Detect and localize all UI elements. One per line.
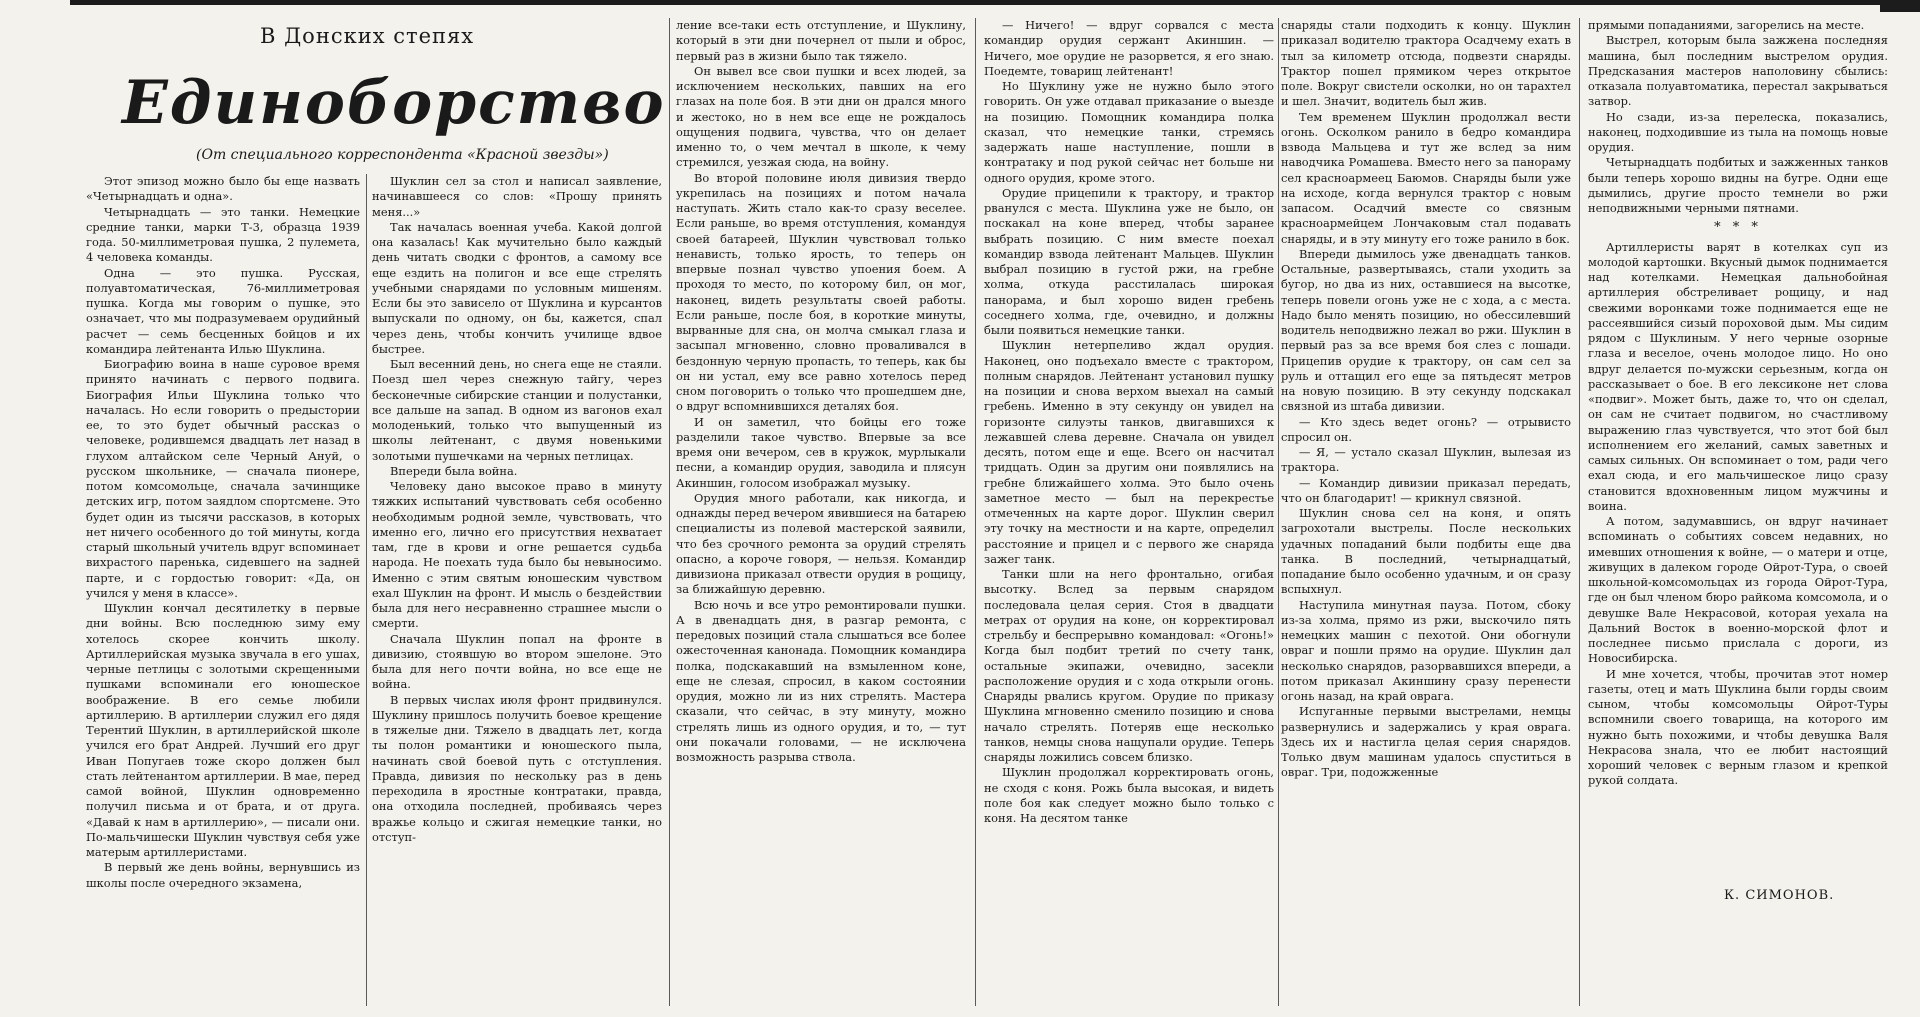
paragraph: А потом, задумавшись, он вдруг начинает вспоминать о событиях совсем недавних, но имевших отношения к войне, — о матери и отце, живущих в далеком городе Ойрот-Тура, о своей школьной-комсомольцах из города Ойрот-Тура, где он был членом бюро райкома комсомола, и о девушке Вале Некрасовой, которая уехала на Дальний Восток в военно-морской флот и последнее письмо прислала с дороги, из Новосибирска. [1588, 514, 1888, 666]
column-divider [366, 174, 367, 1006]
paragraph: Танки шли на него фронтально, огибая высотку. Вслед за первым снарядом последовала целая серия. Стоя в двадцати метрах от орудия на коне, он корректировал стрельбу и беспрерывно командовал: «Огонь!» Когда был подбит третий по счету танк, остальные экипажи, очевидно, засекли расположение орудия и с хода открыли огонь. Снаряды рвались кругом. Орудие по приказу Шуклина мгновенно сменило позицию и снова начало стрелять. Потеряв еще несколько танков, немцы снова нащупали орудие. Теперь снаряды ложились совсем близко. [984, 567, 1274, 764]
paragraph: Шуклин кончал десятилетку в первые дни войны. Всю последнюю зиму ему хотелось скорее кончить школу. Артиллерийская музыка звучала в его ушах, черные петлицы с золотыми скрещенными пушками вспоминали его юношеское воображение. В его семье любили артиллерию. В артиллерии служил его дядя Терентий Шуклин, в артиллерийской школе учился его брат Андрей. Лучший его друг Иван Попугаев тоже скоро должен был стать лейтенантом артиллерии. В мае, перед самой войной, Шуклин одновременно получил письма и от брата, и от друга. «Давай к нам в артиллерию», — писали они. По-мальчишески Шуклин чувствуя себя уже матерым артиллеристами. [86, 601, 360, 859]
text-column-3 [676, 18, 966, 1006]
paragraph: — Командир дивизии приказал передать, что он благодарит! — крикнул связной. [1281, 475, 1571, 505]
paragraph: Одна — это пушка. Русская, полуавтоматическая, 76-миллиметровая пушка. Когда мы говорим о пушке, это означает, что мы подразумеваем орудийный расчет — семь бесценных бойцов и их командира лейтенанта Илью Шуклина. [86, 265, 360, 356]
text-column-4 [984, 18, 1274, 1006]
paragraph: Был весенний день, но снега еще не стаяли. Поезд шел через снежную тайгу, через бесконечные сибирские станции и полустанки, все дальше на запад. В одном из вагонов ехал молоденький, только что выпущенный из школы лейтенант, с двумя новенькими золотыми пушечками на черных петлицах. [372, 357, 662, 463]
top-rule [70, 0, 1920, 5]
paragraph: Впереди была война. [390, 463, 518, 478]
top-rule-corner [1880, 0, 1920, 12]
paragraph: — Кто здесь ведет огонь? — отрывисто спросил он. [1281, 414, 1571, 444]
paragraph: Наступила минутная пауза. Потом, сбоку из-за холма, прямо из ржи, выскочило пять немецких машин с пехотой. Они обогнули овраг и пошли прямо на орудие. Шуклин дал несколько снарядов, разорвавшихся впереди, а потом приказал Акиншину сразу перенести огонь назад, на край оврага. [1281, 597, 1571, 703]
paragraph: Человеку дано высокое право в минуту тяжких испытаний чувствовать себя особенно необходимым родной земле, чувствовать, что именно его, лично его присутствия нехватает там, где в крови и огне решается судьба народа. Не поехать туда было бы невыносимо. Именно с этим святым юношеским чувством ехал Шуклин на фронт. И мысль о бездействии была для него несравненно страшнее мысли о смерти. [372, 479, 662, 631]
paragraph: Шуклин сел за стол и написал заявление, начинавшееся со слов: «Прошу принять меня...» [372, 174, 662, 219]
paragraph: Выстрел, которым была зажжена последняя машина, был последним выстрелом орудия. Предсказания мастеров наполовину сбылись: отказала полуавтоматика, перестал закрываться затвор. [1588, 33, 1888, 109]
paragraph: Во второй половине июля дивизия твердо укрепилась на позициях и потом начала наступать. Жить стало как-то сразу веселее. Если раньше, во время отступления, командуя своей батареей, Шуклин чувствовал только ненависть, только ярость, то теперь он впервые познал чувство упоения боем. А проходя то место, по которому бил, он мог, наконец, видеть результаты своей работы. Если раньше, после боя, в короткие минуты, вырванные для сна, он молча смыкал глаза и засыпал мгновенно, словно проваливался в бездонную черную пропасть, то теперь, как бы он ни устал, ему все равно хотелось перед сном поговорить о только что прошедшем дне, о вдруг вспомнившихся деталях боя. [676, 170, 966, 414]
byline: (От специального корреспондента «Красной звезды») [196, 147, 609, 163]
paragraph: Он вывел все свои пушки и всех людей, за исключением нескольких, павших на его глазах на поле боя. В эти дни он дрался много и жестоко, но в нем все еще не рождалось ощущения подвига, чувства, что он делает именно то, о чем мечтал в школе, к чему стремился, уезжая сюда, на войну. [676, 63, 966, 170]
column-divider [975, 18, 976, 1006]
author-signature: К. СИМОНОВ. [1724, 888, 1835, 903]
paragraph: Биографию воина в наше суровое время принято начинать с первого подвига. Биография Ильи Шуклина только что началась. Но если говорить о предыстории ее, то это будет обычный рассказ о человеке, родившемся двадцать лет назад в глухом алтайском селе Черный Ануй, о русском школьнике, — сначала пионере, потом комсомольце, сначала зачинщике детских игр, потом заядлом спортсмене. Это будет один из тысячи рассказов, в которых нет ничего особенного до той минуты, когда старый школьный учитель вдруг вспоминает вихрастого паренька, сидевшего на задней парте, и с гордостью говорит: «Да, он учился у меня в классе». [86, 357, 360, 600]
text-column-1 [86, 174, 360, 1006]
paragraph: — Ничего! — вдруг сорвался с места командир орудия сержант Акиншин. — Ничего, мое орудие не разорвется, я его знаю. Поедемте, товарищ лейтенант! [984, 18, 1274, 78]
paragraph: прямыми попаданиями, загорелись на месте. [1588, 18, 1865, 32]
paragraph: Шуклин снова сел на коня, и опять загрохотали выстрелы. После нескольких удачных попаданий были подбиты еще два танка. В последний, четырнадцатый, попадание было особенно удачным, и он сразу вспыхнул. [1281, 506, 1571, 597]
paragraph: Четырнадцать — это танки. Немецкие средние танки, марки Т-3, образца 1939 года. 50-миллиметровая пушка, 2 пулемета, 4 человека команды. [86, 204, 360, 265]
paragraph: Четырнадцать подбитых и зажженных танков были теперь хорошо видны на бугре. Одни еще дымились, другие просто темнели во ржи неподвижными черными пятнами. [1588, 155, 1888, 215]
paragraph: Шуклин продолжал корректировать огонь, не сходя с коня. Рожь была высокая, и видеть поле боя как следует можно было только с коня. На десятом танке [984, 765, 1274, 825]
paragraph: Всю ночь и все утро ремонтировали пушки. А в двенадцать дня, в разгар ремонта, с передовых позиций стала слышаться все более ожесточенная канонада. Помощник командира полка, подскакавший на взмыленном коне, еще не слезая, спросил, в каком состоянии орудия, можно ли из них стрелять. Мастера сказали, что сейчас, в эту минуту, можно стрелять лишь из одного орудия, и то, — тут они покачали головами, — не исключена возможность разрыва ствола. [676, 597, 966, 764]
section-separator: * * * [1714, 220, 1762, 236]
column-divider [1579, 18, 1580, 1006]
rubric: В Донских степях [260, 24, 475, 48]
text-column-5 [1281, 18, 1571, 1006]
paragraph: В первых числах июля фронт придвинулся. Шуклину пришлось получить боевое крещение в тяжелые дни. Тяжело в двадцать лет, когда ты полон романтики и юношеского пыла, начинать свой боевой путь с отступления. Правда, дивизия по нескольку раз в день переходила в яростные контратаки, правда, она отходила последней, пробиваясь через вражье кольцо и сжигая немецкие танки, но отступ- [372, 692, 662, 844]
paragraph: Но Шуклину уже не нужно было этого говорить. Он уже отдавал приказание о выезде на позицию. Помощник командира полка сказал, что немецкие танки, стремясь задержать наше наступление, пошли в контратаку и под рукой сейчас нет больше ни одного орудия, кроме этого. [984, 79, 1274, 185]
column-divider [1278, 18, 1279, 1006]
text-column-6 [1588, 18, 1888, 898]
paragraph: Но сзади, из-за перелеска, показались, наконец, подходившие из тыла на помощь новые орудия. [1588, 109, 1888, 154]
paragraph: И мне хочется, чтобы, прочитав этот номер газеты, отец и мать Шуклина были горды своим сыном, чтобы комсомольцы Ойрот-Туры вспомнили своего товарища, на которого им нужно быть похожими, и чтобы девушка Валя Некрасова знала, что ее любит настоящий хороший человек с верным глазом и крепкой рукой солдата. [1588, 666, 1888, 788]
paragraph: — Я, — устало сказал Шуклин, вылезая из трактора. [1281, 445, 1571, 475]
paragraph: Орудие прицепили к трактору, и трактор рванулся с места. Шуклина уже не было, он поскакал на коне вперед, чтобы заранее выбрать позицию. С ним вместе поехал командир взвода лейтенант Мальцев. Шуклин выбрал позицию в густой ржи, на гребне холма, откуда расстилалась широкая панорама, и был хорошо виден гребень соседнего холма, где, очевидно, и должны были появиться немецкие танки. [984, 185, 1274, 337]
paragraph: Орудия много работали, как никогда, и однажды перед вечером явившиеся на батарею специалисты из полевой мастерской заявили, что без срочного ремонта за орудий стрелять опасно, а короче говоря, — нельзя. Командир дивизиона приказал отвести орудия в рощицу, за ближайшую деревню. [676, 490, 966, 597]
paragraph: ление все-таки есть отступление, и Шуклину, который в эти дни почернел от пыли и оброс, первый раз в жизни было так тяжело. [676, 18, 966, 63]
text-column-2 [372, 174, 662, 1006]
paragraph: И он заметил, что бойцы его тоже разделили такое чувство. Впервые за все время они вечером, сев в кружок, мурлыкали песни, а командир орудия, заводила и плясун Акиншин, голосом изображал музыку. [676, 414, 966, 490]
paragraph: Впереди дымилось уже двенадцать танков. Остальные, развертываясь, стали уходить за бугор, но два из них, оставшиеся на высотке, теперь повели огонь уже не с хода, а с места. Надо было менять позицию, но обессилевший водитель неподвижно лежал во ржи. Шуклин в первый раз за все время боя слез с лошади. Прицепив орудие к трактору, он сам сел за руль и оттащил его еще за пятьдесят метров на новую позицию. В эту секунду подскакал связной из штаба дивизии. [1281, 246, 1571, 414]
paragraph: Этот эпизод можно было бы еще назвать «Четырнадцать и одна». [86, 174, 360, 204]
paragraph: Шуклин нетерпеливо ждал орудия. Наконец, оно подъехало вместе с трактором, полным снарядов. Лейтенант установил пушку на позиции и снова верхом выехал на самый гребень. Именно в эту секунду он увидел на горизонте силуэты танков, двигавшихся к лежавшей слева деревне. Сначала он увидел десять, потом еще и еще. Всего он насчитал тридцать. Один за другим они появлялись на гребне ближайшего холма. Это было очень заметное место — был на перекрестье отмеченных на карте дорог. Шуклин сверил эту точку на местности и на карте, определил расстояние и прицел и с первого же снаряда зажег танк. [984, 338, 1274, 566]
paragraph: снаряды стали подходить к концу. Шуклин приказал водителю трактора Осадчему ехать в тыл за километр отсюда, подвезти снаряды. Трактор пошел прямиком через открытое поле. Вокруг свистели осколки, но он тарахтел и шел. Значит, водитель был жив. [1281, 18, 1571, 109]
column-divider [669, 18, 670, 1006]
paragraph: В первый же день войны, вернувшись из школы после очередного экзамена, [86, 860, 360, 890]
paragraph: Испуганные первыми выстрелами, немцы развернулись и задержались у края оврага. Здесь их и настигла целая серия снарядов. Только двум машинам удалось спуститься в овраг. Три, подожженные [1281, 704, 1571, 780]
paragraph: Так началась военная учеба. Какой долгой она казалась! Как мучительно было каждый день читать сводки с фронтов, а самому все еще ездить на полигон и все еще стрелять учебными снарядами по условным мишеням. Если бы это зависело от Шуклина и курсантов выпускали по одному, он бы, кажется, спал через день, чтобы кончить училище вдвое быстрее. [372, 219, 662, 356]
paragraph: Тем временем Шуклин продолжал вести огонь. Осколком ранило в бедро командира взвода Мальцева и тут же вслед за ним наводчика Ромашева. Вместо него за панораму сел красноармеец Баюмов. Снаряды были уже на исходе, когда вернулся трактор с новым запасом. Осадчий вместе со связным красноармейцем Лончаковым стал подавать снаряды, и в эту минуту его тоже ранило в бок. [1281, 109, 1571, 246]
article-title: Единоборство [122, 68, 666, 138]
paragraph: Артиллеристы варят в котелках суп из молодой картошки. Вкусный дымок поднимается над котелками. Немецкая дальнобойная артиллерия обстреливает рощицу, и над свежими воронками тоже поднимается еще не рассеявшийся сизый пороховой дым. Мы сидим рядом с Шуклиным. У него черные озорные глаза и веселое, очень молодое лицо. Но оно вдруг делается по-мужски серьезным, когда он рассказывает о бое. В его лексиконе нет слова «подвиг». Может быть, даже то, что он сделал, он сам не считает подвигом, но счастливому выражению глаз чувствуется, что этот бой был исполнением его желаний, самых заветных и самых сильных. Он вспоминает о том, ради чего ехал сюда, и его мальчишеское лицо сразу становится вдохновенным лицом мужчины и воина. [1588, 239, 1888, 513]
paragraph: Сначала Шуклин попал на фронте в дивизию, стоявшую во втором эшелоне. Это была для него почти война, но все еще не война. [372, 631, 662, 692]
